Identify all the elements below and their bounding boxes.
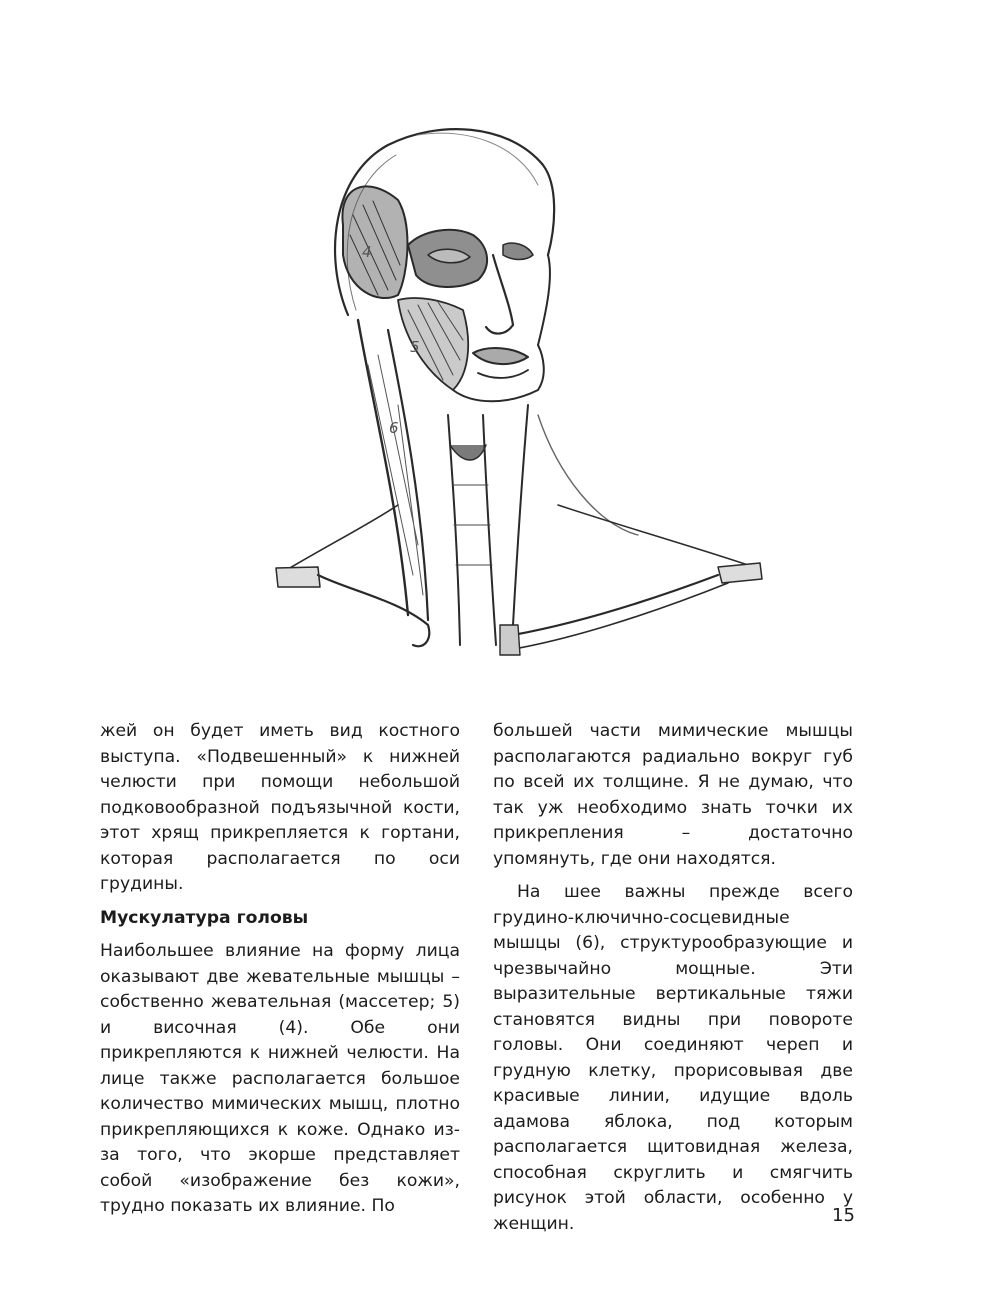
- left-paragraph: Наибольшее влияние на форму лица оказывают две жевательные мышцы – собственно жевательная (массетер; 5) и височная (4). Обе они прикрепляются к нижней челюсти. На лице также располагается большое количество мимических мышц, плотно прикрепляющихся к коже. Однако из-за того, что экорше представляет собой «изображение без кожи», трудно показать их влияние. По: [100, 941, 460, 1216]
- figure-label-5: 5: [410, 338, 420, 356]
- figure-label-6: 6: [389, 419, 399, 437]
- left-text-column: [100, 719, 460, 1220]
- left-continuation-paragraph: жей он будет иметь вид костного выступа. «Подвешенный» к нижней челюсти при помощи небольшой подковообразной подъязычной кости, этот хрящ прикрепляется к гортани, которая располагается по оси грудины.: [100, 721, 460, 894]
- section-heading: Мускулатура головы: [100, 907, 309, 928]
- ecorche-head-illustration: [238, 105, 816, 667]
- right-paragraph: На шее важны прежде всего грудино-ключично-сосцевидные мышцы (6), структурообразующие и чрезвычайно мощные. Эти выразительные вертикальные тяжи становятся видны при повороте головы. Они соединяют череп и грудную клетку, прорисовывая две красивые линии, идущие вдоль адамова яблока, под которым располагается щитовидная железа, способная скруглить и смягчить рисунок этой области, особенно у женщин.: [493, 882, 853, 1234]
- right-continuation-paragraph: большей части мимические мышцы располагаются радиально вокруг губ по всей их толщине. Я не думаю, что так уж необходимо знать точки их прикрепления – достаточно упомянуть, где они находятся.: [493, 721, 853, 869]
- anatomical-head-drawing: [238, 105, 816, 667]
- page-number: 15: [832, 1205, 855, 1226]
- figure-label-4: 4: [362, 243, 372, 261]
- right-text-column: [493, 719, 853, 1237]
